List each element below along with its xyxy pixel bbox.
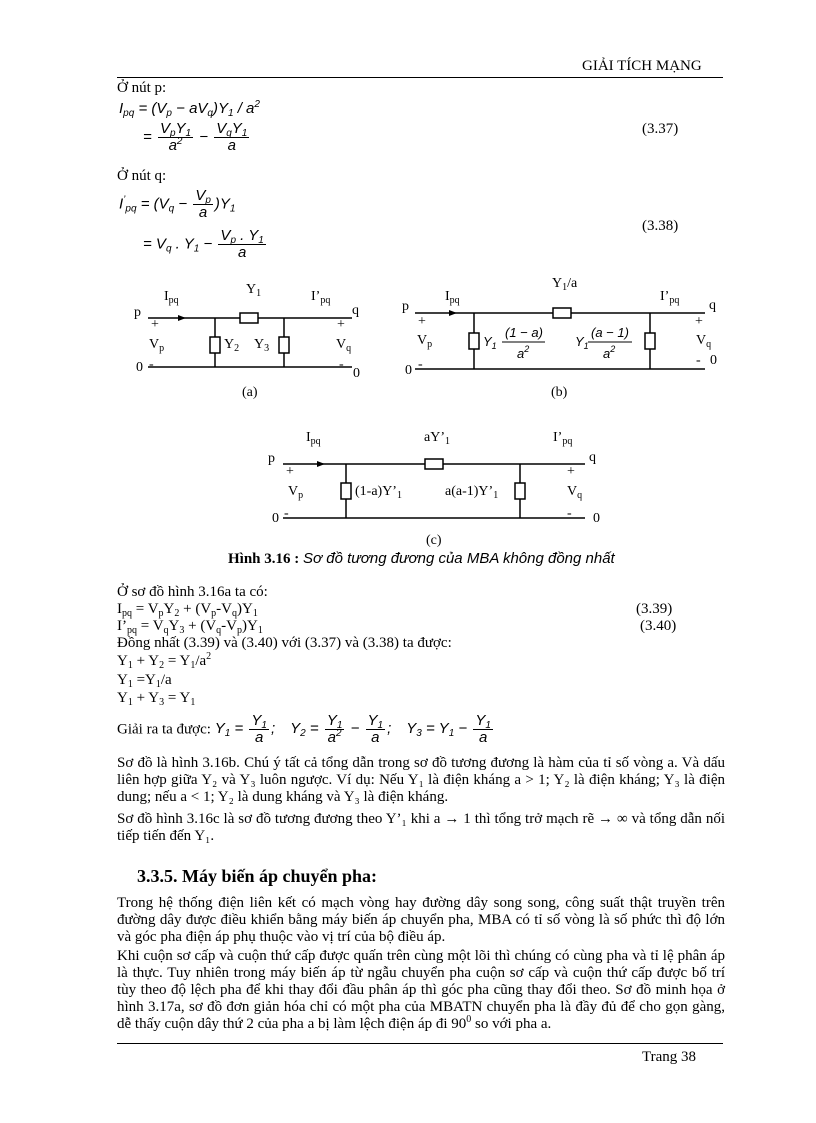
section-heading: 3.3.5. Máy biến áp chuyển pha:: [137, 866, 378, 886]
diagram-b: [415, 308, 705, 369]
equation-3-40: $I’_{pq} = V_qY_3 + (V_q-V_p)Y_1$: [117, 618, 263, 636]
paragraph-figure-c: Sơ đồ hình 3.16c là sơ đồ tương đương theo Y’₁ khi a → 1 thì tổng trở mạch rẽ → ∞ và tổng dẫn nối tiếp tiến đến Y₁.: [117, 811, 725, 844]
diagram-c-vq: $V_q$: [567, 484, 583, 501]
diagram-c-vp: $V_p$: [288, 484, 304, 501]
diagram-a-vq: $V_q$: [336, 337, 352, 354]
section-paragraph-2-end: so với pha a.: [471, 1016, 552, 1032]
diagram-a-ipq-prime: $I’_{pq}$: [311, 289, 331, 306]
diagram-a-y1: $Y_1$: [246, 282, 262, 299]
section-paragraph-2-text: Khi cuộn sơ cấp và cuộn thứ cấp được quấn trên cùng một lõi thì chúng có cùng pha và tỉ lệ phân áp là thực. Tuy nhiên trong máy biến áp từ ngẫu chuyển pha cuộn sơ cấp và cuộn thứ cấp được bố trí tùy theo độ lệch pha để khi thay đổi đầu phân áp thì góc pha cũng thay đổi theo. Sơ đồ minh họa ở hình 3.17a, sơ đồ đơn giản hóa chỉ có một pha của MBATN chuyển pha là đầy đủ để cho gọn gàng, dễ thấy cuộn dây thứ 2 của pha a bị làm lệch điện áp đi 90: [117, 948, 725, 1032]
intro-text: Ở sơ đồ hình 3.16a ta có:: [117, 584, 268, 600]
relation-2: $Y_1 =Y_1/a$: [117, 672, 172, 690]
diagram-b-plus-left: +: [418, 314, 426, 329]
diagram-a-node-p: p: [134, 305, 141, 320]
diagram-b-caption: (b): [551, 385, 568, 400]
diagram-a-y2: $Y_2$: [224, 337, 240, 354]
diagram-a-zero-left: 0: [136, 360, 143, 375]
diagram-a-node-q: q: [352, 303, 359, 318]
diagram-b-right-y: $Y_1$: [575, 334, 589, 351]
diagram-c-minus-right: -: [567, 506, 572, 521]
diagram-c: [283, 459, 585, 518]
diagram-a-plus-left: +: [151, 317, 159, 332]
eq-number-3-39: (3.39): [636, 601, 673, 617]
diagram-a-zero-right: 0: [353, 366, 360, 381]
diagram-c-ipq-prime: $I’_{pq}$: [553, 430, 573, 447]
diagram-b-plus-right: +: [695, 314, 703, 329]
diagram-c-zero-left: 0: [272, 511, 279, 526]
relation-1: $Y_1 + Y_2 = Y_1/a^2$: [117, 651, 212, 671]
solution-line: Giải ra ta được: $Y_1$ = $\frac{Y_1}{a}$ ; $Y_2$ = $\frac{Y_1}{a^2}$ − $\frac{Y_1}{a}$ ; $Y_3 = Y_1$ − $\frac{Y_1}{a}$: [117, 712, 491, 746]
figure-title: Sơ đồ tương đương của MBA không đồng nhất: [303, 550, 615, 567]
diagram-c-node-p: p: [268, 451, 275, 466]
node-q-label: Ở nút q:: [117, 168, 167, 184]
eq-number-3-40: (3.40): [640, 618, 677, 634]
diagram-b-right-den: $a^2$: [603, 344, 616, 361]
diagram-b-left-den: $a^2$: [517, 344, 530, 361]
diagram-b-right-num: (a − 1): [591, 325, 629, 340]
diagram-b-ipq-prime: $I’_{pq}$: [660, 289, 680, 306]
equation-ipq-prime-expanded: = $V_q$ . $Y_1$ − $\frac{V_p . Y_1}{a}$: [143, 227, 264, 261]
diagram-a-ipq: $I_{pq}$: [164, 289, 179, 306]
page-number: Trang 38: [642, 1049, 697, 1065]
diagram-c-minus-left: -: [284, 506, 289, 521]
diagram-b-node-q: q: [709, 298, 716, 313]
diagram-c-node-q: q: [589, 450, 596, 465]
figure-label: Hình 3.16 :: [228, 551, 300, 567]
diagram-b-y1-over-a: $Y_1/a$: [552, 276, 578, 293]
equation-3-39: $I_{pq} = V_pY_2 + (V_p-V_q)Y_1$: [117, 601, 258, 619]
degree-superscript: 0: [466, 1014, 472, 1025]
diagram-b-minus-right: -: [696, 353, 701, 368]
equation-ipq-expanded: = $\frac{V_pY_1}{a^2}$ − $\frac{V_qY_1}{a}$: [143, 120, 248, 154]
equation-ipq-prime: $I^’_{pq} = (V_q$ − $\frac{V_p}{a}$ )$Y_1$: [119, 187, 236, 221]
diagram-b-ipq: $I_{pq}$: [445, 289, 460, 306]
diagram-a-minus-left: -: [149, 357, 154, 372]
diagram-a-vp: $V_p$: [149, 337, 165, 354]
section-paragraph-1: Trong hệ thống điện liên kết có mạch vòng hay đường dây song song, công suất thật truyền trên đường dây được điều khiển bằng máy biến áp chuyển pha, MBA có tỉ số vòng là số phức thì độ lớn và góc pha điện áp phụ thuộc vào vị trí của bộ điều áp.: [117, 895, 725, 945]
diagram-a: [148, 313, 352, 367]
diagram-c-ipq: $I_{pq}$: [306, 430, 321, 447]
header-title: GIẢI TÍCH MẠNG: [582, 58, 702, 74]
paragraph-figure-b: Sơ đồ là hình 3.16b. Chú ý tất cả tổng dẫn trong sơ đồ tương đương là hàm của tỉ số vòng a. Và dấu liên hợp giữa Y₂ và Y₃ luôn ngược. Ví dụ: Nếu Y₁ là điện kháng a > 1; Y₂ là điện kháng; Y₃ là điện dung; nếu a < 1; Y₂ là dung kháng và Y₃ là điện kháng.: [117, 755, 725, 805]
diagram-b-vq: $V_q$: [696, 333, 712, 350]
node-p-label: Ở nút p:: [117, 80, 167, 96]
diagram-a-caption: (a): [242, 385, 258, 400]
footer-rule: [117, 1043, 723, 1044]
diagram-a-plus-right: +: [337, 317, 345, 332]
diagram-b-vp: $V_p$: [417, 333, 433, 350]
unify-text: Đồng nhất (3.39) và (3.40) với (3.37) và (3.38) ta được:: [117, 635, 452, 651]
diagram-b-node-p: p: [402, 299, 409, 314]
solve-label: Giải ra ta được:: [117, 721, 211, 738]
diagram-c-plus-left: +: [286, 464, 294, 479]
relation-3: $Y_1 + Y_3 = Y_1$: [117, 690, 196, 708]
diagram-c-zero-right: 0: [593, 511, 600, 526]
diagram-c-caption: (c): [426, 533, 442, 548]
diagram-c-ay1: $aY’_1$: [424, 430, 450, 447]
diagram-b-minus-left: -: [418, 357, 423, 372]
diagram-c-plus-right: +: [567, 464, 575, 479]
circuit-diagrams: [0, 0, 816, 560]
diagram-c-right-shunt: $a(a-1)Y’_1$: [445, 484, 499, 501]
diagram-b-left-y: $Y_1$: [483, 334, 497, 351]
diagram-b-left-num: (1 − a): [505, 325, 543, 340]
diagram-a-y3: $Y_3$: [254, 337, 270, 354]
eq-number-3-37: (3.37): [642, 121, 679, 137]
equation-ipq: $I_{pq} = (V_p - aV_q)Y_1 / a^2$: [119, 99, 260, 119]
diagram-b-zero-left: 0: [405, 363, 412, 378]
diagram-b-zero-right: 0: [710, 353, 717, 368]
section-paragraph-2: [117, 948, 725, 1033]
eq-number-3-38: (3.38): [642, 218, 679, 234]
figure-caption: [228, 550, 615, 568]
diagram-c-left-shunt: $(1-a)Y’_1$: [355, 484, 402, 501]
diagram-a-minus-right: -: [339, 357, 344, 372]
